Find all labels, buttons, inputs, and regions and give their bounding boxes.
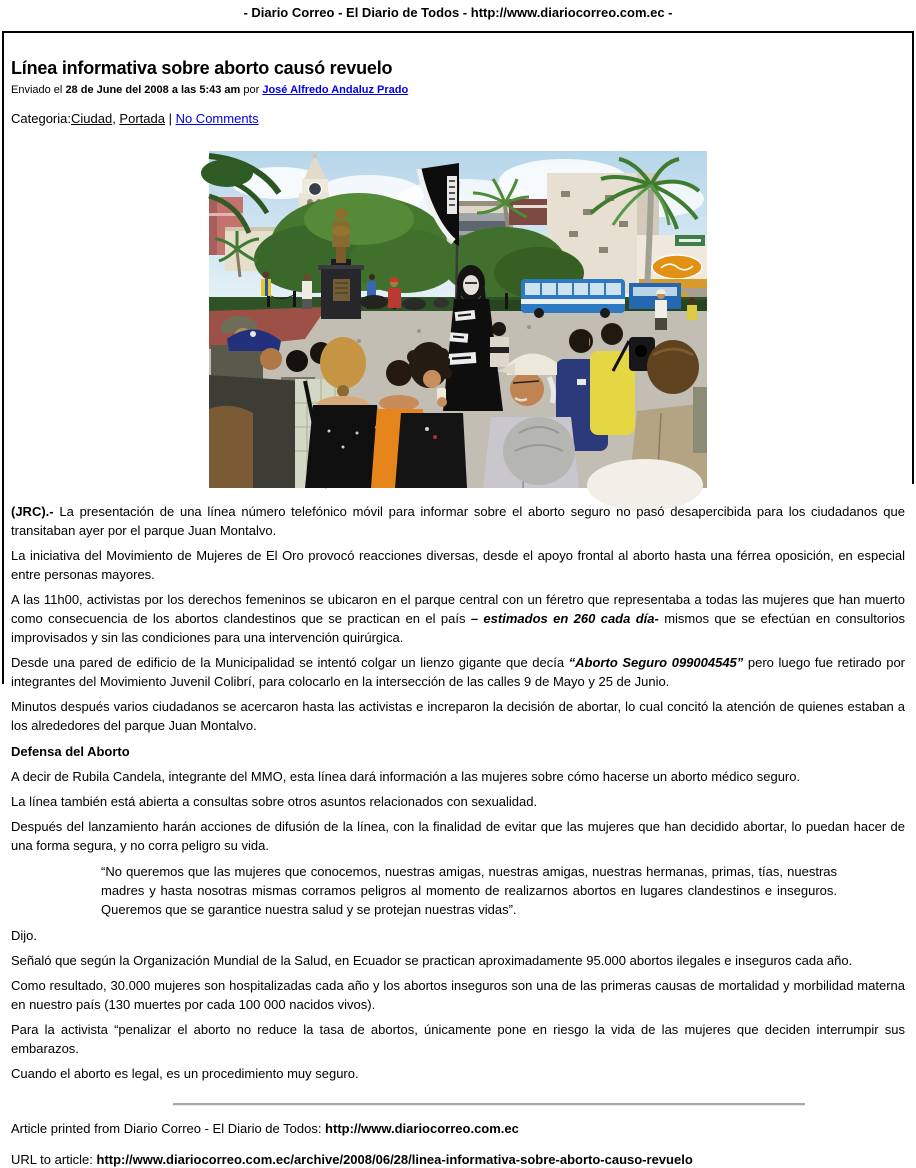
category-link-ciudad[interactable]: Ciudad <box>70 111 113 126</box>
paragraph: Dijo. <box>11 928 38 943</box>
article-photo <box>209 151 707 488</box>
box-border-right <box>912 33 914 484</box>
byline-prefix: Enviado el <box>11 84 66 96</box>
paragraph: Señaló que según la Organización Mundial de la Salud, en Ecuador se practican aproximadamente 95.000 abortos ilegales e inseguros cada año. <box>11 953 853 968</box>
paragraph <box>11 502 905 540</box>
paragraph-text: Desde una pared de edificio de la Municipalidad se intentó colgar un lienzo gigante que decía <box>11 655 569 670</box>
byline-connector: por <box>240 84 263 96</box>
byline-date: 28 de June del 2008 a las 5:43 am <box>65 84 241 96</box>
paragraph-text: A las 11h00, activistas por los derechos femeninos se ubicaron en el parque central con un féretro que representaba a todas las mujeres que han muerto como consecuencia de los abortos clandestinos que se practican en el país <box>11 592 905 626</box>
url-to-article-label: URL to article: <box>11 1152 97 1167</box>
article-title: Línea informativa sobre aborto causó revuelo <box>11 58 393 78</box>
paragraph <box>11 653 905 691</box>
paragraph-text: mismos que se efectúan en consultorios improvisados y sin las condiciones para una intervención quirúrgica. <box>11 611 905 645</box>
paragraph: A decir de Rubila Candela, integrante del MMO, esta línea dará información a las mujeres sobre cómo hacerse un aborto médico seguro. <box>11 769 801 784</box>
categories-label: Categoria: <box>11 111 71 126</box>
article-container <box>2 31 914 1168</box>
paragraph-emphasis: “Aborto Seguro 099004545” <box>568 655 744 670</box>
printed-from-label: Article printed from Diario Correo - El Diario de Todos: <box>11 1121 326 1136</box>
paragraph: Cuando el aborto es legal, es un procedimiento muy seguro. <box>11 1066 359 1081</box>
pull-quote: “No queremos que las mujeres que conocemos, nuestras amigas, nuestras amigas, nuestras hermanas, primas, tías, nuestras madres y hasta nosotras mismas corramos peligros al momento de realizarnos abortos en lugares clandestinos e inseguros. Queremos que se garantice nuestra salud y se protejan nuestras vidas”. <box>101 864 837 917</box>
footer-divider <box>173 1103 805 1106</box>
byline <box>11 84 905 96</box>
paragraph: Después del lanzamiento harán acciones de difusión de la línea, con la finalidad de evitar que las mujeres que han decidido abortar, lo puedan hacer de una forma segura, y no corra peligro su vida. <box>11 819 905 853</box>
paragraph: La línea también está abierta a consultas sobre otros asuntos relacionados con sexualidad. <box>11 794 538 809</box>
paragraph <box>11 590 905 647</box>
paragraph-text: pero luego fue retirado por integrantes del Movimiento Juvenil Colibrí, para colocarlo en la intersección de las calles 9 de Mayo y 25 de Junio. <box>11 655 905 689</box>
protest-photo-illustration <box>209 151 707 488</box>
paragraph: Minutos después varios ciudadanos se acercaron hasta las activistas e increparon la decisión de abortar, lo cual concitó la atención de quienes estaban a los alrededores del parque Juan Montalvo. <box>11 699 905 733</box>
print-page-header: - Diario Correo - El Diario de Todos - http://www.diariocorreo.com.ec - <box>243 5 673 20</box>
paragraph-text: La presentación de una línea número telefónico móvil para informar sobre el aborto seguro no pasó desapercibida para los ciudadanos que transitaban ayer por el parque Juan Montalvo. <box>11 504 905 538</box>
paragraph: Para la activista “penalizar el aborto no reduce la tasa de abortos, únicamente pone en riesgo la vida de las mujeres que deciden interrumpir sus embarazos. <box>11 1022 905 1056</box>
url-to-article-url: http://www.diariocorreo.com.ec/archive/2008/06/28/linea-informativa-sobre-aborto-causo-revuelo <box>96 1152 693 1167</box>
paragraph: La iniciativa del Movimiento de Mujeres de El Oro provocó reacciones diversas, desde el apoyo frontal al aborto hasta una férrea oposición, en especial entre personas mayores. <box>11 548 905 582</box>
section-subheading: Defensa del Aborto <box>11 744 130 759</box>
no-comments-link[interactable]: No Comments <box>175 111 259 126</box>
box-border-left <box>2 33 4 684</box>
category-separator: , <box>112 111 120 126</box>
category-link-portada[interactable]: Portada <box>119 111 165 126</box>
author-link[interactable]: José Alfredo Andaluz Prado <box>262 84 409 96</box>
paragraph-emphasis: – estimados en 260 cada día- <box>470 611 659 626</box>
paragraph-lead-bold: (JRC).- <box>11 504 54 519</box>
printed-from-line <box>11 1121 905 1137</box>
paragraph: Como resultado, 30.000 mujeres son hospitalizadas cada año y los abortos inseguros son una de las primeras causas de mortalidad y morbilidad materna en nuestro país (130 muertes por cada 100 000 nacidos vivos). <box>11 978 905 1012</box>
url-to-article-line <box>11 1152 905 1168</box>
article-body <box>11 502 905 1083</box>
categories-row <box>11 111 905 126</box>
categories-divider: | <box>164 111 176 126</box>
printed-from-url: http://www.diariocorreo.com.ec <box>325 1121 519 1136</box>
